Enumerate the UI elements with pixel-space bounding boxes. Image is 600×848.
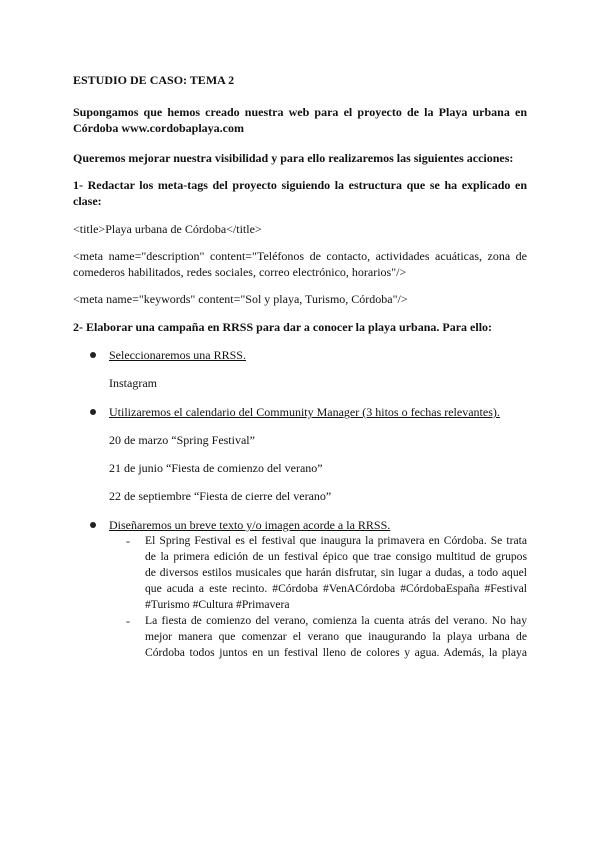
calendar-date-2: 21 de junio “Fiesta de comienzo del verano” <box>109 461 323 475</box>
post-line: de diversos estilos musicales que harán disfrutar, sin lugar a dudas, a todo aquel <box>145 566 527 579</box>
post-line: que acuda a este recinto. #Córdoba #VenACórdoba #CórdobaEspaña #Festival <box>145 582 527 595</box>
intro-line-2: Córdoba www.cordobaplaya.com <box>73 121 245 135</box>
meta-description-line-2: comederos habilitados, redes sociales, correo electrónico, horarios"/> <box>73 265 407 279</box>
calendar-date-3: 22 de septiembre “Fiesta de cierre del verano” <box>109 489 332 503</box>
calendar-date-1: 20 de marzo “Spring Festival” <box>109 433 255 447</box>
step-2-heading: 2- Elaborar una campaña en RRSS para dar a conocer la playa urbana. Para ello: <box>73 320 493 334</box>
post-summer-opening <box>145 613 527 661</box>
meta-description <box>73 248 527 280</box>
post-spring-festival <box>145 533 527 613</box>
bullet-icon <box>90 522 96 528</box>
goal-statement: Queremos mejorar nuestra visibilidad y para ello realizaremos las siguientes acciones: <box>73 151 514 165</box>
step-1-line-1: 1- Redactar los meta-tags del proyecto siguiendo la estructura que se ha explicado en <box>73 178 527 192</box>
bullet-calendar: Utilizaremos el calendario del Community Manager (3 hitos o fechas relevantes). <box>109 405 500 419</box>
bullet-select-network: Seleccionaremos una RRSS. <box>109 348 246 362</box>
selected-network: Instagram <box>109 376 157 390</box>
post-line: de la primera edición de un festival épico que trae consigo multitud de grupos <box>145 550 527 563</box>
title-tag: <title>Playa urbana de Córdoba</title> <box>73 222 262 236</box>
meta-description-line-1: <meta name="description" content="Teléfonos de contacto, actividades acuáticas, zona de <box>73 249 527 263</box>
step-1-heading <box>73 177 527 209</box>
post-line: Córdoba todos juntos en un festival lleno de colores y agua. Además, la playa <box>145 646 527 659</box>
case-study-heading: ESTUDIO DE CASO: TEMA 2 <box>73 73 235 87</box>
post-line: La fiesta de comienzo del verano, comienza la cuenta atrás del verano. No hay <box>145 614 527 627</box>
intro-paragraph <box>73 104 527 136</box>
post-line: mejor manera que comenzar el verano que inaugurando la playa urbana de <box>145 630 527 643</box>
intro-line-1: Supongamos que hemos creado nuestra web para el proyecto de la Playa urbana en <box>73 105 527 119</box>
bullet-icon <box>90 409 96 415</box>
bullet-icon <box>90 352 96 358</box>
bullet-post-text: Diseñaremos un breve texto y/o imagen acorde a la RRSS. <box>109 518 391 532</box>
post-line: El Spring Festival es el festival que inaugura la primavera en Córdoba. Se trata <box>145 534 527 547</box>
post-line: #Turismo #Cultura #Primavera <box>145 598 290 611</box>
dash-icon: - <box>126 534 130 548</box>
step-1-line-2: clase: <box>73 194 102 208</box>
dash-icon: - <box>126 614 130 628</box>
meta-keywords: <meta name="keywords" content="Sol y playa, Turismo, Córdoba"/> <box>73 292 408 306</box>
